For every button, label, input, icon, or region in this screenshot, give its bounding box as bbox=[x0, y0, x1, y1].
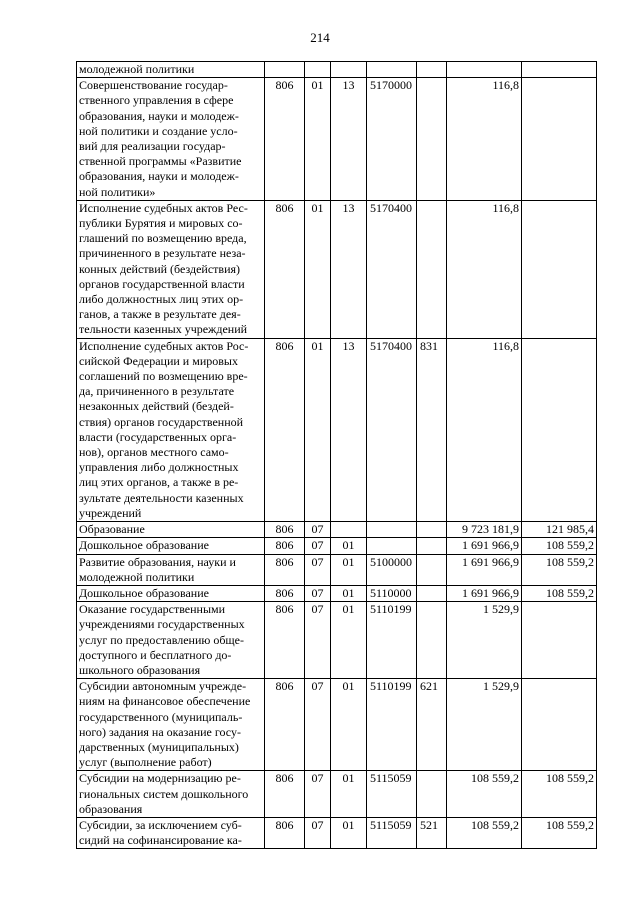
ministry-code-cell: 806 bbox=[265, 338, 305, 521]
target-article-cell bbox=[367, 538, 417, 554]
table-row bbox=[77, 602, 597, 679]
amount-1-cell: 108 559,2 bbox=[447, 817, 522, 848]
amount-1-cell: 116,8 bbox=[447, 78, 522, 201]
table-row bbox=[77, 771, 597, 818]
subsection-code-cell: 01 bbox=[331, 679, 367, 771]
target-article-cell: 5110000 bbox=[367, 585, 417, 601]
section-code-cell: 01 bbox=[305, 338, 331, 521]
expense-type-cell: 521 bbox=[417, 817, 447, 848]
table-row bbox=[77, 200, 597, 338]
row-name-cell: Субсидии на модернизацию ре- гиональных систем дошкольного образования bbox=[77, 771, 265, 818]
section-code-cell: 07 bbox=[305, 554, 331, 585]
section-code-cell: 07 bbox=[305, 771, 331, 818]
amount-1-cell: 116,8 bbox=[447, 338, 522, 521]
amount-2-cell: 108 559,2 bbox=[522, 554, 597, 585]
subsection-code-cell: 01 bbox=[331, 554, 367, 585]
expense-type-cell bbox=[417, 585, 447, 601]
amount-2-cell bbox=[522, 62, 597, 78]
ministry-code-cell: 806 bbox=[265, 200, 305, 338]
amount-1-cell: 9 723 181,9 bbox=[447, 522, 522, 538]
ministry-code-cell: 806 bbox=[265, 771, 305, 818]
amount-1-cell: 1 529,9 bbox=[447, 602, 522, 679]
row-name-cell: Образование bbox=[77, 522, 265, 538]
budget-table bbox=[76, 61, 597, 849]
section-code-cell: 01 bbox=[305, 200, 331, 338]
row-name-cell: Субсидии, за исключением суб- сидий на софинансирование ка- bbox=[77, 817, 265, 848]
target-article-cell: 5100000 bbox=[367, 554, 417, 585]
amount-1-cell: 1 691 966,9 bbox=[447, 585, 522, 601]
section-code-cell: 07 bbox=[305, 817, 331, 848]
page-number: 214 bbox=[310, 30, 330, 45]
target-article-cell bbox=[367, 522, 417, 538]
ministry-code-cell: 806 bbox=[265, 538, 305, 554]
subsection-code-cell: 13 bbox=[331, 338, 367, 521]
table-row bbox=[77, 585, 597, 601]
expense-type-cell bbox=[417, 771, 447, 818]
target-article-cell: 5110199 bbox=[367, 602, 417, 679]
table-row bbox=[77, 679, 597, 771]
amount-2-cell: 108 559,2 bbox=[522, 771, 597, 818]
row-name-cell: Дошкольное образование bbox=[77, 538, 265, 554]
section-code-cell: 07 bbox=[305, 522, 331, 538]
ministry-code-cell: 806 bbox=[265, 602, 305, 679]
ministry-code-cell: 806 bbox=[265, 585, 305, 601]
target-article-cell: 5115059 bbox=[367, 817, 417, 848]
expense-type-cell: 621 bbox=[417, 679, 447, 771]
section-code-cell bbox=[305, 62, 331, 78]
amount-2-cell: 108 559,2 bbox=[522, 817, 597, 848]
target-article-cell: 5170400 bbox=[367, 338, 417, 521]
expense-type-cell bbox=[417, 62, 447, 78]
row-name-cell: Исполнение судебных актов Рес- публики Бурятия и мировых со- глашений по возмещению вреда, причиненного в результате неза- конных действий (бездействия) органов государственной власти либо должностных лиц этих ор- ганов, а также в результате дея- тельности казенных учреждений bbox=[77, 200, 265, 338]
section-code-cell: 07 bbox=[305, 679, 331, 771]
amount-1-cell: 108 559,2 bbox=[447, 771, 522, 818]
row-name-cell: Субсидии автономным учрежде- ниям на финансовое обеспечение государственного (муниципаль- ного) задания на оказание госу- дарственных (муниципальных) услуг (выполнение работ) bbox=[77, 679, 265, 771]
amount-1-cell: 1 529,9 bbox=[447, 679, 522, 771]
subsection-code-cell: 13 bbox=[331, 78, 367, 201]
target-article-cell: 5170400 bbox=[367, 200, 417, 338]
expense-type-cell bbox=[417, 78, 447, 201]
row-name-cell: Оказание государственными учреждениями государственных услуг по предоставлению обще- доступного и бесплатного до- школьного образования bbox=[77, 602, 265, 679]
amount-2-cell bbox=[522, 338, 597, 521]
row-name-cell: Дошкольное образование bbox=[77, 585, 265, 601]
table-row bbox=[77, 62, 597, 78]
ministry-code-cell: 806 bbox=[265, 78, 305, 201]
subsection-code-cell: 01 bbox=[331, 602, 367, 679]
subsection-code-cell: 01 bbox=[331, 817, 367, 848]
target-article-cell: 5170000 bbox=[367, 78, 417, 201]
ministry-code-cell: 806 bbox=[265, 679, 305, 771]
target-article-cell: 5115059 bbox=[367, 771, 417, 818]
row-name-cell: молодежной политики bbox=[77, 62, 265, 78]
amount-2-cell: 108 559,2 bbox=[522, 538, 597, 554]
ministry-code-cell: 806 bbox=[265, 522, 305, 538]
subsection-code-cell bbox=[331, 62, 367, 78]
row-name-cell: Развитие образования, науки и молодежной политики bbox=[77, 554, 265, 585]
table-row bbox=[77, 522, 597, 538]
table-row bbox=[77, 78, 597, 201]
amount-1-cell: 116,8 bbox=[447, 200, 522, 338]
amount-2-cell bbox=[522, 200, 597, 338]
section-code-cell: 07 bbox=[305, 602, 331, 679]
subsection-code-cell bbox=[331, 522, 367, 538]
table-row bbox=[77, 538, 597, 554]
target-article-cell: 5110199 bbox=[367, 679, 417, 771]
section-code-cell: 07 bbox=[305, 585, 331, 601]
amount-1-cell: 1 691 966,9 bbox=[447, 554, 522, 585]
ministry-code-cell: 806 bbox=[265, 817, 305, 848]
table-row bbox=[77, 817, 597, 848]
subsection-code-cell: 01 bbox=[331, 538, 367, 554]
table-row bbox=[77, 338, 597, 521]
expense-type-cell bbox=[417, 602, 447, 679]
expense-type-cell bbox=[417, 200, 447, 338]
table-body bbox=[77, 62, 597, 849]
row-name-cell: Исполнение судебных актов Рос- сийской Федерации и мировых соглашений по возмещению вре- да, причиненного в результате незаконных действий (бездей- ствия) органов государственной власти (государственных орга- нов), органов местного само- управления либо должностных лиц этих органов, а также в ре- зультате деятельности казенных учреждений bbox=[77, 338, 265, 521]
ministry-code-cell: 806 bbox=[265, 554, 305, 585]
subsection-code-cell: 13 bbox=[331, 200, 367, 338]
amount-2-cell bbox=[522, 78, 597, 201]
ministry-code-cell bbox=[265, 62, 305, 78]
target-article-cell bbox=[367, 62, 417, 78]
subsection-code-cell: 01 bbox=[331, 585, 367, 601]
section-code-cell: 01 bbox=[305, 78, 331, 201]
amount-2-cell bbox=[522, 679, 597, 771]
section-code-cell: 07 bbox=[305, 538, 331, 554]
expense-type-cell bbox=[417, 538, 447, 554]
amount-2-cell bbox=[522, 602, 597, 679]
amount-1-cell bbox=[447, 62, 522, 78]
table-row bbox=[77, 554, 597, 585]
expense-type-cell bbox=[417, 554, 447, 585]
expense-type-cell bbox=[417, 522, 447, 538]
subsection-code-cell: 01 bbox=[331, 771, 367, 818]
expense-type-cell: 831 bbox=[417, 338, 447, 521]
amount-2-cell: 121 985,4 bbox=[522, 522, 597, 538]
row-name-cell: Совершенствование государ- ственного управления в сфере образования, науки и молодеж- ной политики и создание усло- вий для реализации государ- ственной программы «Развитие образования, науки и молодеж- ной политики» bbox=[77, 78, 265, 201]
amount-1-cell: 1 691 966,9 bbox=[447, 538, 522, 554]
amount-2-cell: 108 559,2 bbox=[522, 585, 597, 601]
